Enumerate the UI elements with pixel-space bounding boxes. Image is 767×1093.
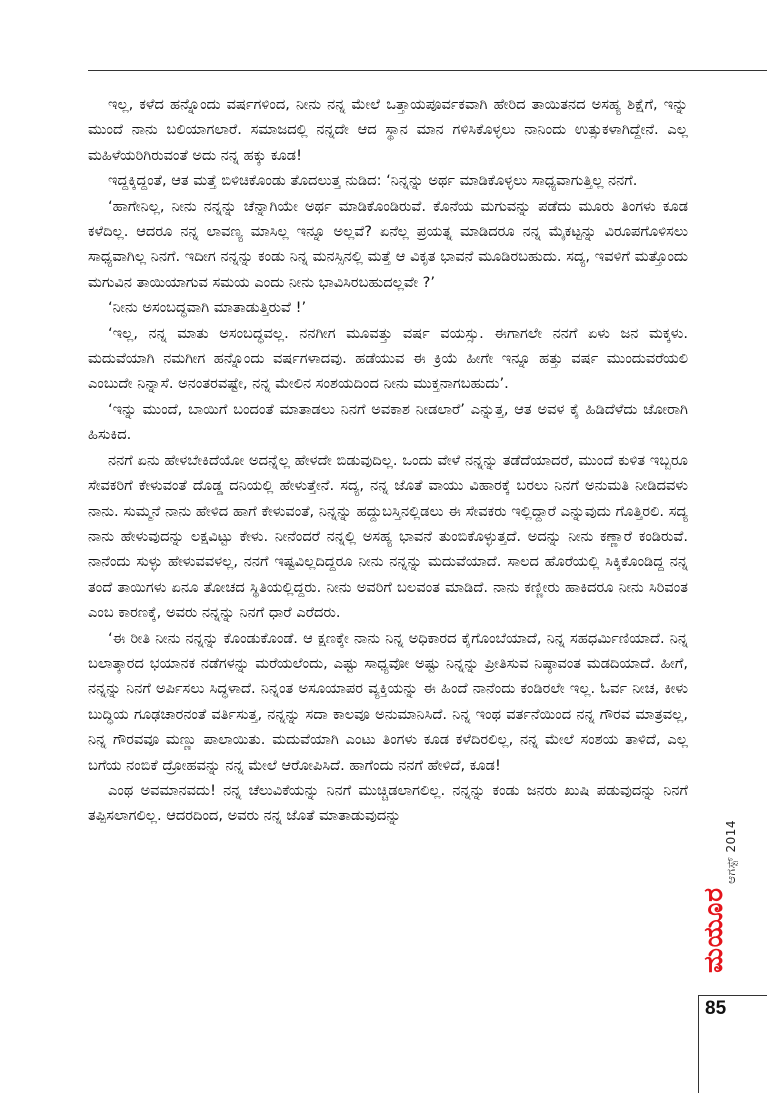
- paragraph: ಇಲ್ಲ, ಕಳೆದ ಹನ್ನೊಂದು ವರ್ಷಗಳಿಂದ, ನೀನು ನನ್ನ ಮೇಲೆ ಒತ್ತಾಯಪೂರ್ವಕವಾಗಿ ಹೇರಿದ ತಾಯಿತನದ ಅಸಹ್ಯ ಶಿಕ್ಷೆಗೆ, ಇನ್ನು ಮುಂದೆ ನಾನು ಬಲಿಯಾಗಲಾರೆ. ಸಮಾಜದಲ್ಲಿ ನನ್ನದೇ ಆದ ಸ್ಥಾನ ಮಾನ ಗಳಿಸಿಕೊಳ್ಳಲು ನಾನಿಂದು ಉತ್ಸುಕಳಾಗಿದ್ದೇನೆ. ಎಲ್ಲ ಮಹಿಳೆಯರಿಗಿರುವಂತೆ ಅದು ನನ್ನ ಹಕ್ಕು ಕೂಡ!: [88, 96, 688, 164]
- paragraph: ‘ಹಾಗೇನಿಲ್ಲ, ನೀನು ನನ್ನನ್ನು ಚೆನ್ನಾಗಿಯೇ ಅರ್ಥ ಮಾಡಿಕೊಂಡಿರುವೆ. ಕೊನೆಯ ಮಗುವನ್ನು ಪಡೆದು ಮೂರು ತಿಂಗಳು ಕೂಡ ಕಳೆದಿಲ್ಲ. ಆದರೂ ನನ್ನ ಲಾವಣ್ಯ ಮಾಸಿಲ್ಲ ಇನ್ನೂ ಅಲ್ಲವೆ? ಏನೆಲ್ಲ ಪ್ರಯತ್ನ ಮಾಡಿದರೂ ನನ್ನ ಮೈಕಟ್ಟನ್ನು ವಿರೂಪಗೊಳಿಸಲು ಸಾಧ್ಯವಾಗಿಲ್ಲ ನಿನಗೆ. ಇದೀಗ ನನ್ನನ್ನು ಕಂಡು ನಿನ್ನ ಮನಸ್ಸಿನಲ್ಲಿ ಮತ್ತೆ ಆ ವಿಕೃತ ಭಾವನೆ ಮೂಡಿರಬಹುದು. ಸದ್ಯ, ಇವಳಿಗೆ ಮತ್ತೊಂದು ಮಗುವಿನ ತಾಯಿಯಾಗುವ ಸಮಯ ಎಂದು ನೀನು ಭಾವಿಸಿರಬಹುದಲ್ಲವೇ ?’: [88, 197, 688, 291]
- page-number: 85: [705, 998, 727, 1019]
- footer-rule: [698, 995, 767, 996]
- article-body: [88, 92, 688, 829]
- paragraph: ‘ನೀನು ಅಸಂಬದ್ಧವಾಗಿ ಮಾತಾಡುತ್ತಿರುವೆ !’: [108, 299, 307, 317]
- paragraph: ‘ಇನ್ನು ಮುಂದೆ, ಬಾಯಿಗೆ ಬಂದಂತೆ ಮಾತಾಡಲು ನಿನಗೆ ಅವಕಾಶ ನೀಡಲಾರೆ’ ಎನ್ನುತ್ತ, ಆತ ಅವಳ ಕೈ ಹಿಡಿದೆಳೆದು ಜೋರಾಗಿ ಹಿಸುಕಿದ.: [88, 400, 688, 444]
- footer-divider: [698, 995, 699, 1093]
- paragraph: ಎಂಥ ಅವಮಾನವದು! ನನ್ನ ಚೆಲುವಿಕೆಯನ್ನು ನಿನಗೆ ಮುಚ್ಚಿಡಲಾಗಲಿಲ್ಲ. ನನ್ನನ್ನು ಕಂಡು ಜನರು ಖುಷಿ ಪಡುವುದನ್ನು ನಿನಗೆ ತಪ್ಪಿಸಲಾಗಲಿಲ್ಲ. ಆದರದಿಂದ, ಅವರು ನನ್ನ ಜೊತೆ ಮಾತಾಡುವುದನ್ನು: [88, 781, 689, 825]
- paragraph: ನನಗೆ ಏನು ಹೇಳಬೇಕಿದೆಯೋ ಅದನ್ನೆಲ್ಲ ಹೇಳದೇ ಬಿಡುವುದಿಲ್ಲ. ಒಂದು ವೇಳೆ ನನ್ನನ್ನು ತಡೆದೆಯಾದರೆ, ಮುಂದೆ ಕುಳಿತ ಇಬ್ಬರೂ ಸೇವಕರಿಗೆ ಕೇಳುವಂತೆ ದೊಡ್ಡ ದನಿಯಲ್ಲಿ ಹೇಳುತ್ತೇನೆ. ಸದ್ಯ, ನನ್ನ ಜೊತೆ ವಾಯು ವಿಹಾರಕ್ಕೆ ಬರಲು ನಿನಗೆ ಅನುಮತಿ ನೀಡಿದವಳು ನಾನು. ಸುಮ್ಮನೆ ನಾನು ಹೇಳಿದ ಹಾಗೆ ಕೇಳುವಂತೆ, ನಿನ್ನನ್ನು ಹದ್ದುಬಸ್ತಿನಲ್ಲಿಡಲು ಈ ಸೇವಕರು ಇಲ್ಲಿದ್ದಾರೆ ಎನ್ನುವುದು ಗೊತ್ತಿರಲಿ. ಸದ್ಯ ನಾನು ಹೇಳುವುದನ್ನು ಲಕ್ಷವಿಟ್ಟು ಕೇಳು. ನೀನೆಂದರೆ ನನ್ನಲ್ಲಿ ಅಸಹ್ಯ ಭಾವನೆ ತುಂಬಿಕೊಳ್ಳುತ್ತದೆ. ಅದನ್ನು ನೀನು ಕಣ್ಣಾರೆ ಕಂಡಿರುವೆ. ನಾನೆಂದು ಸುಳ್ಳು ಹೇಳುವವಳಲ್ಲ, ನನಗೆ ಇಷ್ಟವಿಲ್ಲದಿದ್ದರೂ ನೀನು ನನ್ನನ್ನು ಮದುವೆಯಾದೆ. ಸಾಲದ ಹೊರೆಯಲ್ಲಿ ಸಿಕ್ಕಿಕೊಂಡಿದ್ದ ನನ್ನ ತಂದೆ ತಾಯಿಗಳು ಏನೂ ತೋಚದ ಸ್ಥಿತಿಯಲ್ಲಿದ್ದರು. ನೀನು ಅವರಿಗೆ ಬಲವಂತ ಮಾಡಿದೆ. ನಾನು ಕಣ್ಣೀರು ಹಾಕಿದರೂ ನೀನು ಸಿರಿವಂತ ಎಂಬ ಕಾರಣಕ್ಕೆ, ಅವರು ನನ್ನನ್ನು ನಿನಗೆ ಧಾರೆ ಎರೆದರು.: [88, 451, 688, 622]
- issue-date: ಆಗಸ್ಟ್ 2014: [724, 820, 738, 884]
- paragraph: ‘ಈ ರೀತಿ ನೀನು ನನ್ನನ್ನು ಕೊಂಡುಕೊಂಡೆ. ಆ ಕ್ಷಣಕ್ಕೇ ನಾನು ನಿನ್ನ ಅಧಿಕಾರದ ಕೈಗೊಂಬೆಯಾದೆ, ನಿನ್ನ ಸಹಧರ್ಮಿಣಿಯಾದೆ. ನಿನ್ನ ಬಲಾತ್ಕಾರದ ಭಯಾನಕ ನಡೆಗಳನ್ನು ಮರೆಯಲೆಂದು, ಎಷ್ಟು ಸಾಧ್ಯವೋ ಅಷ್ಟು ನಿನ್ನನ್ನು ಪ್ರೀತಿಸುವ ನಿಷ್ಠಾವಂತ ಮಡದಿಯಾದೆ. ಹೀಗೆ, ನನ್ನನ್ನು ನಿನಗೆ ಅರ್ಪಿಸಲು ಸಿದ್ಧಳಾದೆ. ನಿನ್ನಂತ ಅಸೂಯಾಪರ ವ್ಯಕ್ತಿಯನ್ನು ಈ ಹಿಂದೆ ನಾನೆಂದು ಕಂಡಿರಲೇ ಇಲ್ಲ. ಓರ್ವ ನೀಚ, ಕೀಳು ಬುದ್ಧಿಯ ಗೂಢಚಾರನಂತೆ ವರ್ತಿಸುತ್ತ, ನನ್ನನ್ನು ಸದಾ ಕಾಲವೂ ಅನುಮಾನಿಸಿದೆ. ನಿನ್ನ ಇಂಥ ವರ್ತನೆಯಿಂದ ನನ್ನ ಗೌರವ ಮಾತ್ರವಲ್ಲ, ನಿನ್ನ ಗೌರವವೂ ಮಣ್ಣು ಪಾಲಾಯಿತು. ಮದುವೆಯಾಗಿ ಎಂಟು ತಿಂಗಳು ಕೂಡ ಕಳೆದಿರಲಿಲ್ಲ, ನನ್ನ ಮೇಲೆ ಸಂಶಯ ತಾಳಿದೆ, ಎಲ್ಲ ಬಗೆಯ ನಂಬಿಕೆ ದ್ರೋಹವನ್ನು ನನ್ನ ಮೇಲೆ ಆರೋಪಿಸಿದೆ. ಹಾಗೆಂದು ನನಗೆ ಹೇಳಿದೆ, ಕೂಡ!: [88, 629, 688, 774]
- paragraph: ಇದ್ದಕ್ಕಿದ್ದಂತೆ, ಆತ ಮತ್ತೆ ಬಿಳಿಚಿಕೊಂಡು ತೊದಲುತ್ತ ನುಡಿದ: ‘ನಿನ್ನನ್ನು ಅರ್ಥ ಮಾಡಿಕೊಳ್ಳಲು ಸಾಧ್ಯವಾಗುತ್ತಿಲ್ಲ ನನಗೆ.: [108, 172, 638, 190]
- paragraph: ‘ಇಲ್ಲ, ನನ್ನ ಮಾತು ಅಸಂಬದ್ಧವಲ್ಲ. ನನಗೀಗ ಮೂವತ್ತು ವರ್ಷ ವಯಸ್ಸು. ಈಗಾಗಲೇ ನನಗೆ ಏಳು ಜನ ಮಕ್ಕಳು. ಮದುವೆಯಾಗಿ ನಮಗೀಗ ಹನ್ನೊಂದು ವರ್ಷಗಳಾದವು. ಹಡೆಯುವ ಈ ಕ್ರಿಯೆ ಹೀಗೇ ಇನ್ನೂ ಹತ್ತು ವರ್ಷ ಮುಂದುವರೆಯಲಿ ಎಂಬುದೇ ನಿನ್ನಾಸೆ. ಅನಂತರವಷ್ಟೇ, ನನ್ನ ಮೇಲಿನ ಸಂಶಯದಿಂದ ನೀನು ಮುಕ್ತನಾಗಬಹುದು’.: [88, 324, 688, 393]
- magazine-logo: ಮಯೂರ: [699, 887, 729, 973]
- header-rule: [88, 70, 767, 71]
